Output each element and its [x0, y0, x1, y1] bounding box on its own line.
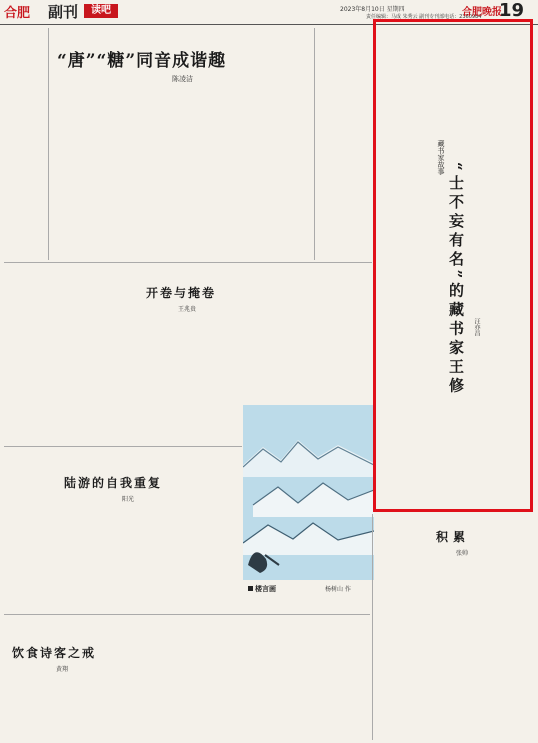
luyou-title: 陆游的自我重复: [64, 476, 163, 490]
jilei-author: 张帅: [456, 550, 469, 557]
body-text-column: [206, 88, 260, 260]
column-divider: [48, 28, 49, 260]
kaijuan-author: 王兆贵: [178, 306, 197, 313]
body-text-column: [244, 620, 302, 738]
body-text-column: [184, 620, 242, 738]
tang-title: “唐”“糖”同音成谐趣: [57, 51, 227, 71]
body-text-column: [4, 510, 62, 612]
page-number: 19: [499, 0, 525, 21]
column-divider: [314, 28, 315, 260]
illustration-painter: 杨树山 作: [325, 586, 351, 593]
section-divider: [4, 614, 370, 615]
body-text-column: [64, 510, 122, 612]
body-text-column: [184, 450, 242, 612]
body-text-column: [242, 318, 300, 402]
column-divider: [372, 514, 373, 740]
body-text-column: [124, 450, 182, 612]
body-text-column: [182, 318, 240, 444]
body-text-column: [262, 88, 314, 260]
featured-author: 汪亦昌: [473, 318, 480, 336]
body-text-column: [4, 676, 62, 738]
illustration-title: 楼言画: [255, 584, 276, 593]
body-text-column: [4, 268, 62, 444]
small-logo: 合肥晚报: [462, 7, 502, 18]
newspaper-logo: 合肥: [4, 6, 31, 21]
mountain-illustration: [243, 405, 374, 580]
body-text-column: [458, 562, 534, 738]
body-text-column: [50, 88, 98, 260]
body-text-column: [378, 562, 454, 738]
issue-date: 2023年8月10日 星期四: [340, 6, 405, 13]
section-divider: [4, 446, 242, 447]
yinshi-author: 黄翔: [56, 666, 69, 673]
body-text-column: [380, 28, 420, 508]
jilei-title: 积累: [436, 530, 471, 544]
body-text-column: [4, 30, 48, 260]
yinshi-title: 饮食诗客之戒: [12, 646, 97, 660]
body-text-column: [124, 318, 180, 444]
caption-bullet-icon: [248, 586, 253, 591]
body-text-column: [100, 88, 148, 260]
featured-title: “士不妄有名”的藏书家王修: [447, 162, 465, 397]
body-text-column: [316, 30, 370, 260]
body-text-column: [150, 88, 204, 260]
body-text-column: [124, 620, 182, 738]
kaijuan-title: 开卷与掩卷: [146, 286, 217, 300]
body-text-column: [464, 28, 526, 508]
tang-author: 陈凌洁: [172, 75, 193, 83]
body-text-column: [304, 620, 370, 738]
body-text-column: [64, 268, 122, 444]
editor-line: 责任编辑：马成 朱秀云 副刊专刊部电话：2360984: [366, 14, 482, 20]
body-text-column: [302, 268, 372, 402]
mountain-landscape-image: [243, 405, 374, 580]
body-text-column: [64, 620, 122, 738]
section-title: 副刊: [48, 3, 79, 21]
featured-article-highlight: [373, 19, 533, 512]
luyou-author: 阳光: [122, 496, 135, 503]
section-badge: 读吧: [84, 4, 118, 18]
section-divider: [4, 262, 372, 263]
column-label: 藏书家故事: [437, 140, 445, 175]
